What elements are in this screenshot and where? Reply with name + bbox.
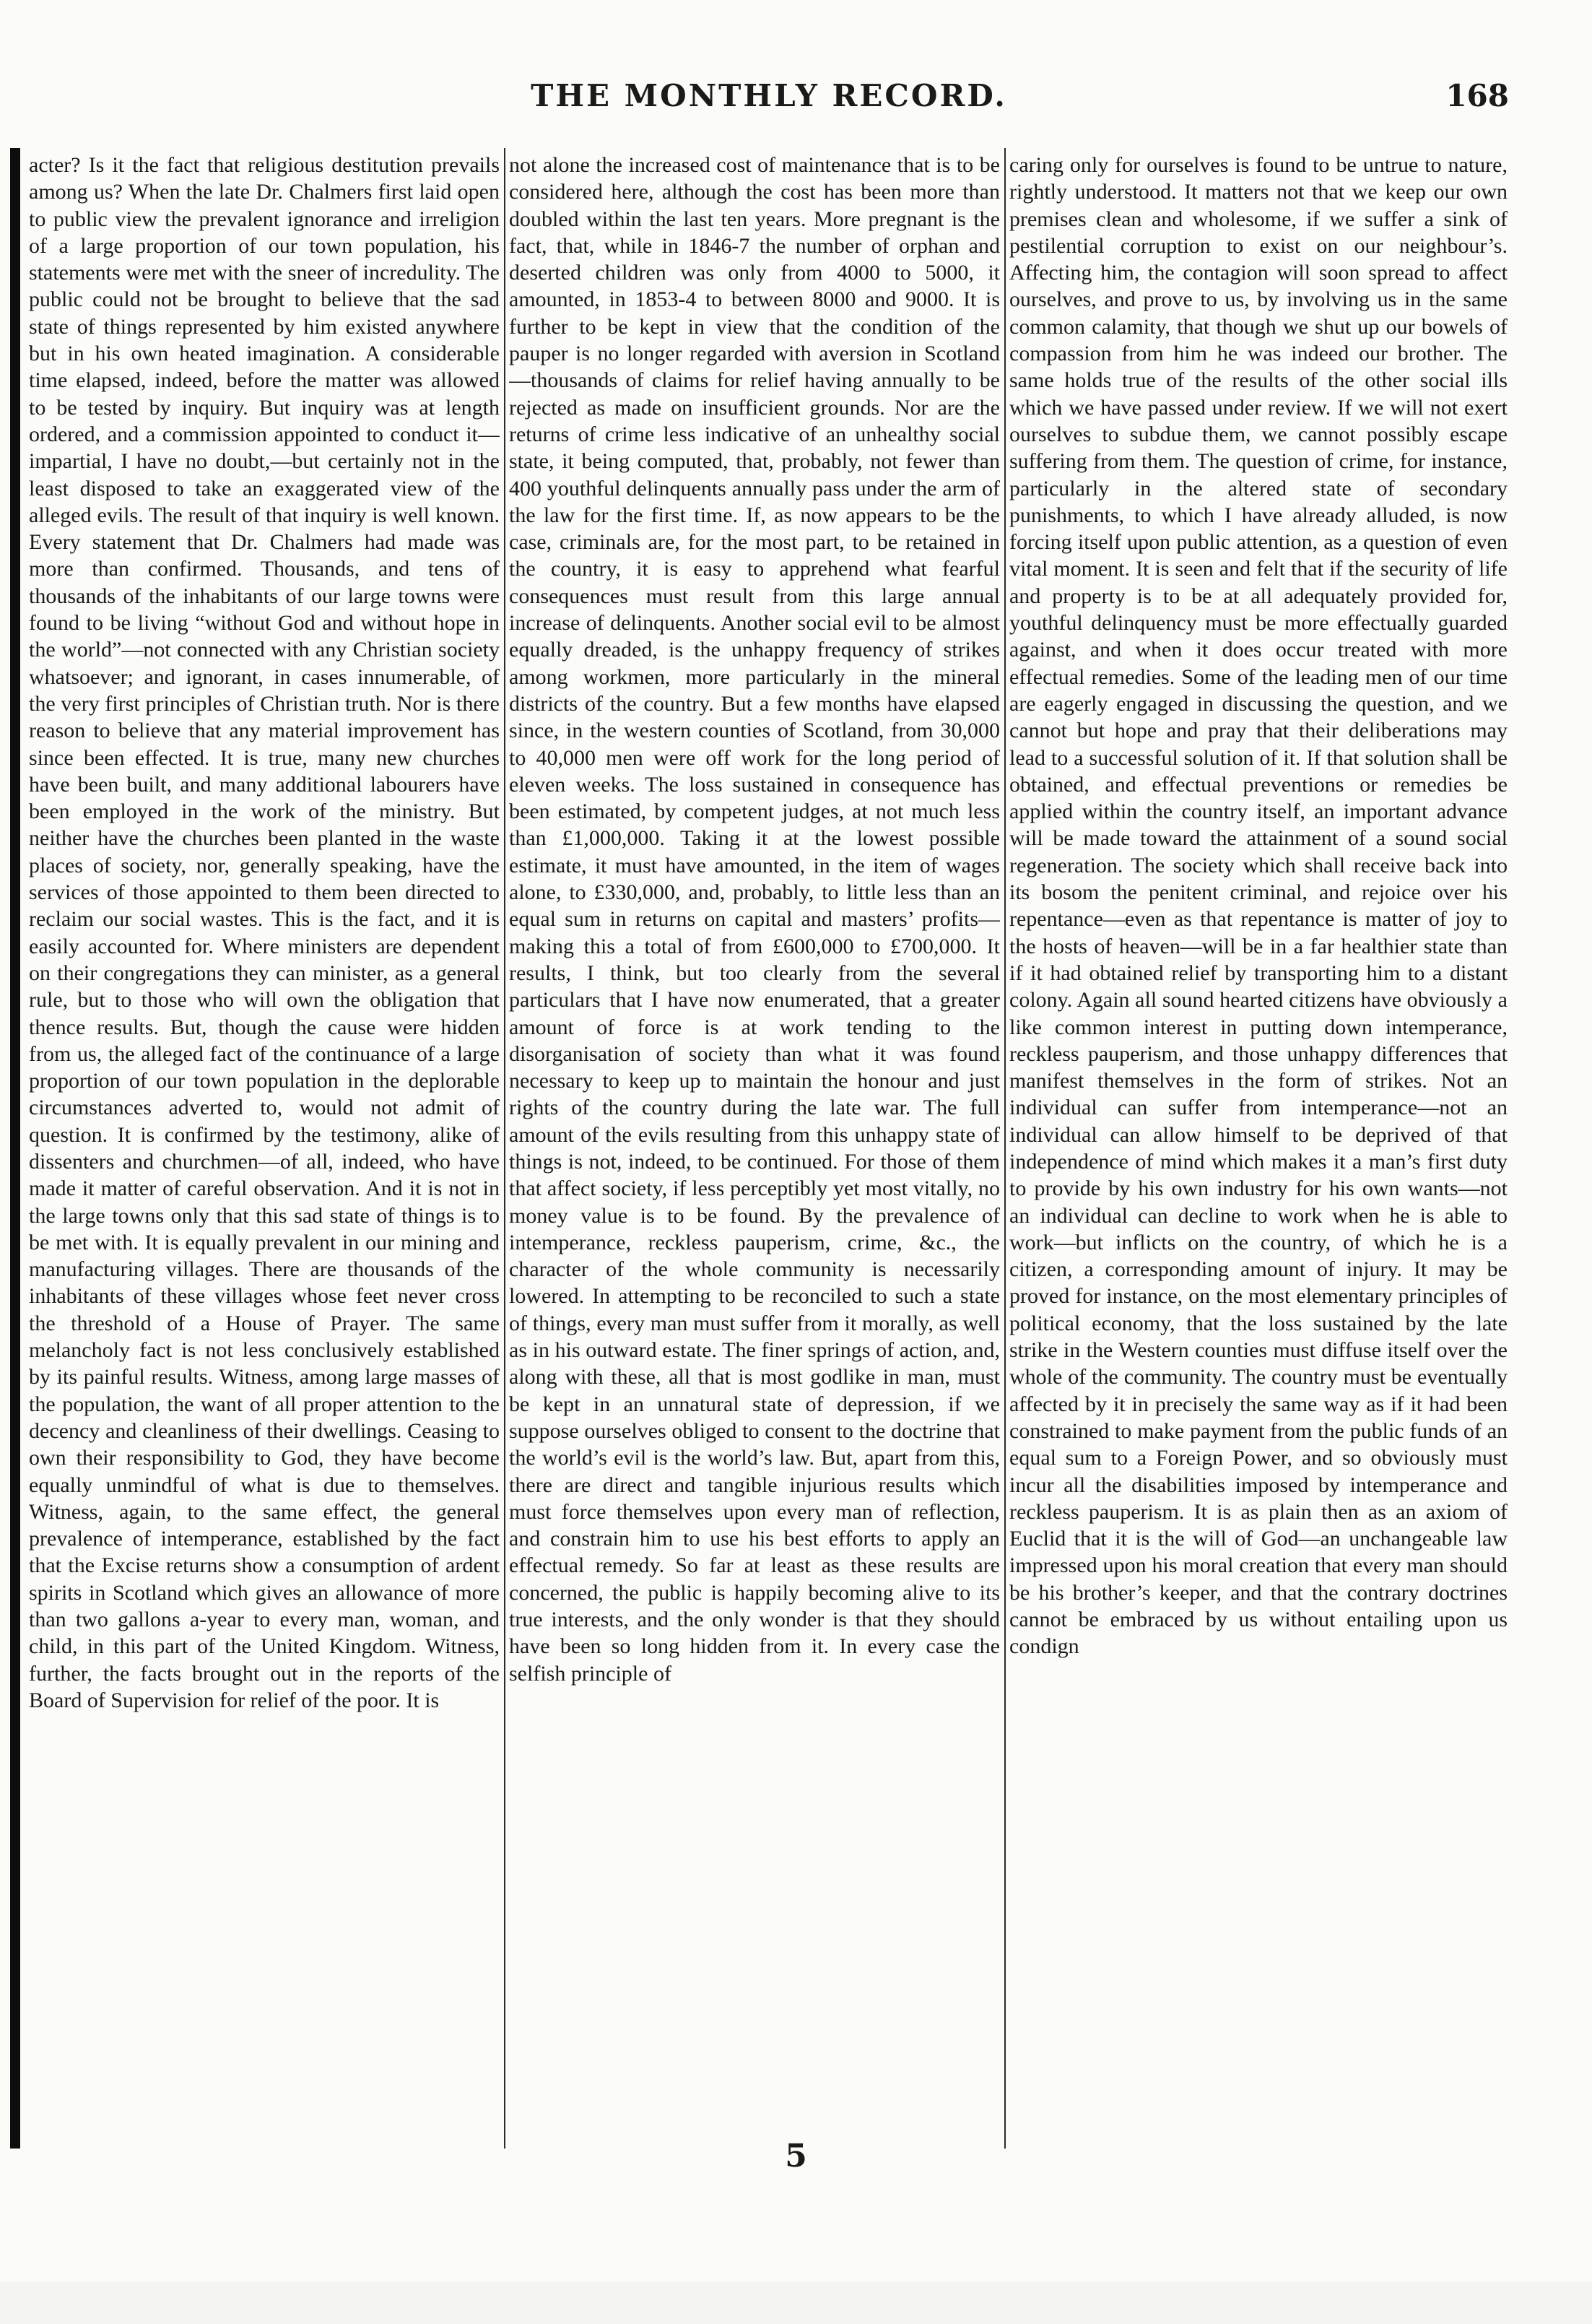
page-header <box>29 78 1509 121</box>
page-number: 168 <box>1445 78 1509 113</box>
binding-shadow <box>10 148 20 2149</box>
text-column-1 <box>29 152 500 2145</box>
page-bottom-margin <box>0 2282 1592 2324</box>
text-column-2 <box>509 152 1000 2145</box>
text-column-3 <box>1009 152 1508 2145</box>
running-title: THE MONTHLY RECORD. <box>531 78 1007 113</box>
column-rule <box>1004 148 1006 2149</box>
column-3-text: caring only for ourselves is found to be untrue to nature, rightly understood. It matters not that we keep our own premises clean and wholesome, if we suffer a sink of pestilential corruption to exist on our neighbour’s. Affecting him, the contagion will soon spread to affect ourselves, and prove to us, by involving us in the same common calamity, that though we shut up our bowels of compassion from him he was indeed our brother. The same holds true of the results of the other social ills which we have passed under review. If we will not exert ourselves to subdue them, we cannot possibly escape suffering from them. The question of crime, for instance, particularly in the altered state of secondary punishments, to which I have already alluded, is now forcing itself upon public attention, as a question of even vital moment. It is seen and felt that if the security of life and property is to be at all adequately provided for, youthful delinquency must be more effectually guarded against, and when it does occur treated with more effectual remedies. Some of the leading men of our time are eagerly engaged in discussing the question, and we cannot but hope and pray that their deliberations may lead to a successful solution of it. If that solution shall be obtained, and effectual preventions or remedies be applied within the country itself, an important advance will be made toward the attainment of a sound social regeneration. The society which shall receive back into its bosom the penitent criminal, and rejoice over his repentance—even as that repentance is matter of joy to the hosts of heaven—will be in a far healthier state than if it had obtained relief by transporting him to a distant colony. Again all sound hearted citizens have obviously a like common interest in putting down intemperance, reckless pauperism, and those unhappy differences that manifest themselves in the form of strikes. Not an individual can suffer from intemperance—not an individual can allow himself to be deprived of that independence of mind which makes it a man’s first duty to provide by his own industry for his own wants—not an individual can decline to work when he is able to work—but inflicts on the country, of which he is a citizen, a corresponding amount of injury. It may be proved for instance, on the most elementary principles of political economy, that the loss sustained by the late strike in the Western counties must diffuse itself over the whole of the community. The country must be eventually affected by it in precisely the same way as if it had been constrained to make payment from the public funds of an equal sum to a Foreign Power, and so obviously must incur all the disabilities imposed by intemperance and reckless pauperism. It is as plain then as an axiom of Euclid that it is the will of God—an unchangeable law impressed upon his moral creation that every man should be his brother’s keeper, and that the contrary doctrines cannot be embraced by us without entailing upon us condign <box>1009 153 1508 1659</box>
column-1-text: acter? Is it the fact that religious destitution prevails among us? When the late Dr. Chalmers first laid open to public view the prevalent ignorance and irreligion of a large proportion of our town population, his statements were met with the sneer of incredulity. The public could not be brought to believe that the sad state of things represented by him existed anywhere but in his own heated imagination. A considerable time elapsed, indeed, before the matter was allowed to be tested by inquiry. But inquiry was at length ordered, and a commission appointed to conduct it—impartial, I have no doubt,—but certainly not in the least disposed to take an exaggerated view of the alleged evils. The result of that inquiry is well known. Every statement that Dr. Chalmers had made was more than confirmed. Thousands, and tens of thousands of the inhabitants of our large towns were found to be living “without God and without hope in the world”—not connected with any Christian society whatsoever; and ignorant, in cases innumerable, of the very first principles of Christian truth. Nor is there reason to believe that any material improvement has since been effected. It is true, many new churches have been built, and many additional labourers have been employed in the work of the ministry. But neither have the churches been planted in the waste places of society, nor, generally speaking, have the services of those appointed to them been directed to reclaim our social wastes. This is the fact, and it is easily accounted for. Where ministers are dependent on their congregations they can minister, as a general rule, but to those who will own the obligation that thence results. But, though the cause were hidden from us, the alleged fact of the continuance of a large proportion of our town population in the deplorable circumstances adverted to, would not admit of question. It is confirmed by the testimony, alike of dissenters and churchmen—of all, indeed, who have made it matter of careful observation. And it is not in the large towns only that this sad state of things is to be met with. It is equally prevalent in our mining and manufacturing villages. There are thousands of the inhabitants of these villages whose feet never cross the threshold of a House of Prayer. The same melancholy fact is not less conclusively established by its painful results. Witness, among large masses of the population, the want of all proper attention to the decency and cleanliness of their dwellings. Ceasing to own their responsibility to God, they have become equally unmindful of what is due to themselves. Witness, again, to the same effect, the general prevalence of intemperance, established by the fact that the Excise returns show a consumption of ardent spirits in Scotland which gives an allowance of more than two gallons a-year to every man, woman, and child, in this part of the United Kingdom. Witness, further, the facts brought out in the reports of the Board of Supervision for relief of the poor. It is <box>29 153 500 1712</box>
column-2-text: not alone the increased cost of maintenance that is to be considered here, although the cost has been more than doubled within the last ten years. More pregnant is the fact, that, while in 1846-7 the number of orphan and deserted children was only from 4000 to 5000, it amounted, in 1853-4 to between 8000 and 9000. It is further to be kept in view that the condition of the pauper is no longer regarded with aversion in Scotland—thousands of claims for relief having annually to be rejected as made on insufficient grounds. Nor are the returns of crime less indicative of an unhealthy social state, it being computed, that, probably, not fewer than 400 youthful delinquents annually pass under the arm of the law for the first time. If, as now appears to be the case, criminals are, for the most part, to be retained in the country, it is easy to apprehend what fearful consequences must result from this large annual increase of delinquents. Another social evil to be almost equally dreaded, is the unhappy frequency of strikes among workmen, more particularly in the mineral districts of the country. But a few months have elapsed since, in the western counties of Scotland, from 30,000 to 40,000 men were off work for the long period of eleven weeks. The loss sustained in consequence has been estimated, by competent judges, at not much less than £1,000,000. Taking it at the lowest possible estimate, it must have amounted, in the item of wages alone, to £330,000, and, probably, to little less than an equal sum in returns on capital and masters’ profits—making this a total of from £600,000 to £700,000. It results, I think, but too clearly from the several particulars that I have now enumerated, that a greater amount of force is at work tending to the disorganisation of society than what it was found necessary to keep up to maintain the honour and just rights of the country during the late war. The full amount of the evils resulting from this unhappy state of things is not, indeed, to be continued. For those of them that affect society, if less perceptibly yet most vitally, no money value is to be found. By the prevalence of intemperance, reckless pauperism, crime, &c., the character of the whole community is necessarily lowered. In attempting to be reconciled to such a state of things, every man must suffer from it morally, as well as in his outward estate. The finer springs of action, and, along with these, all that is most godlike in man, must be kept in an unnatural state of depression, if we suppose ourselves obliged to consent to the doctrine that the world’s evil is the world’s law. But, apart from this, there are direct and tangible injurious results which must force themselves upon every man of reflection, and constrain him to use his best efforts to apply an effectual remedy. So far at least as these results are concerned, the public is happily becoming alive to its true interests, and the only wonder is that they should have been so long hidden from it. In every case the selfish principle of <box>509 153 1000 1686</box>
signature-mark: 5 <box>785 2138 807 2175</box>
column-rule <box>504 148 505 2149</box>
